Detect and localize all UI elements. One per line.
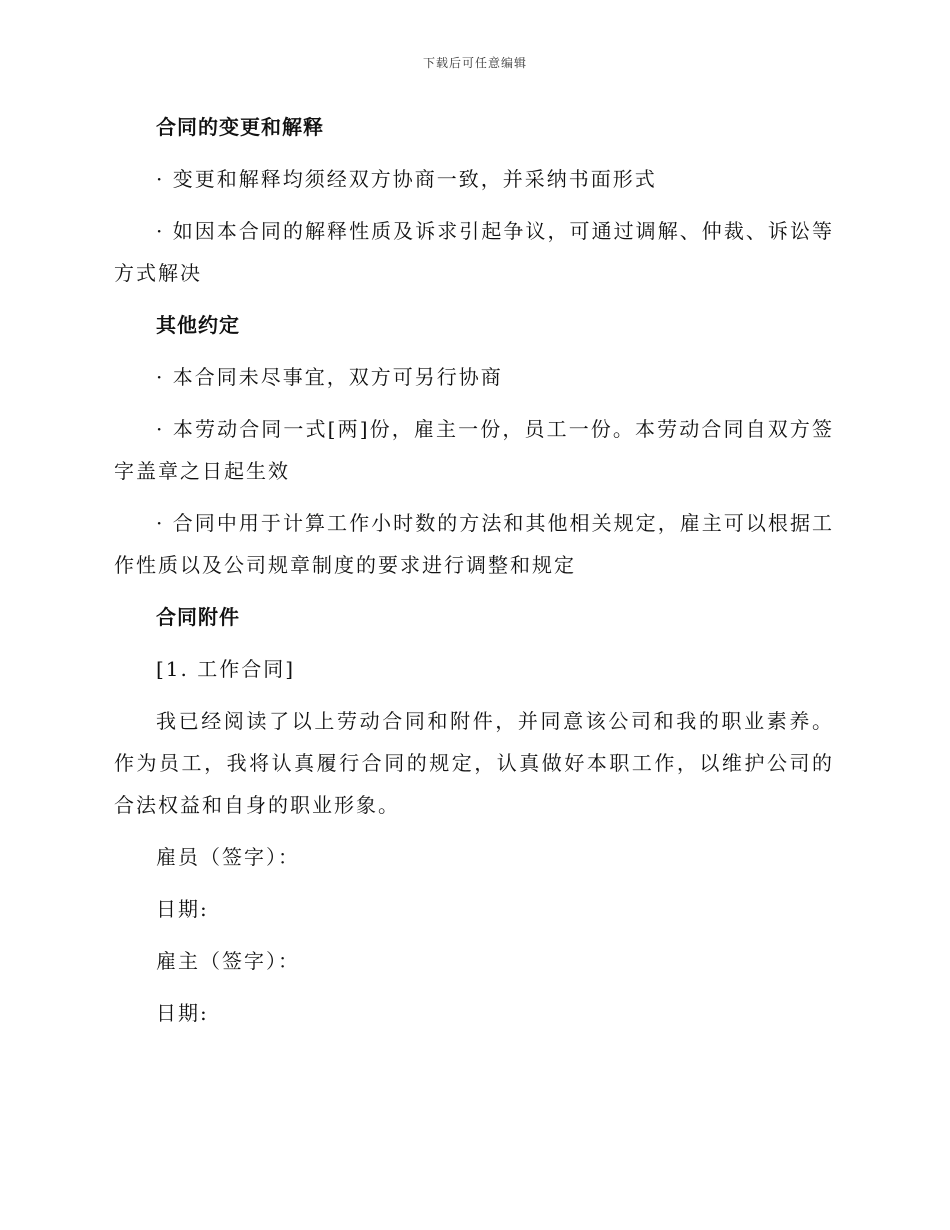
document-body (114, 106, 834, 1044)
section-heading-annex: 合同附件 (156, 605, 240, 629)
employee-signature-label: 雇员（签字）： (156, 845, 300, 869)
employee-statement: 我已经阅读了以上劳动合同和附件，并同意该公司和我的职业素养。作为员工，我将认真履行合同的规定，认真做好本职工作，以维护公司的合法权益和自身的职业形象。 (114, 709, 834, 817)
employer-signature-label: 雇主（签字）： (156, 949, 300, 973)
other-item-2: · 本劳动合同一式[两]份，雇主一份，员工一份。本劳动合同自双方签字盖章之日起生效 (114, 417, 834, 483)
change-item-2: · 如因本合同的解释性质及诉求引起争议，可通过调解、仲裁、诉讼等方式解决 (114, 219, 834, 285)
other-item-1: · 本合同未尽事宜，双方可另行协商 (156, 365, 503, 389)
other-item-3: · 合同中用于计算工作小时数的方法和其他相关规定，雇主可以根据工作性质以及公司规章制度的要求进行调整和规定 (114, 511, 834, 577)
employee-date-label: 日期: (156, 897, 209, 921)
section-heading-other: 其他约定 (156, 313, 240, 337)
annex-item: [1. 工作合同] (156, 657, 296, 681)
change-item-1: · 变更和解释均须经双方协商一致，并采纳书面形式 (156, 167, 657, 191)
section-heading-change: 合同的变更和解释 (156, 115, 324, 139)
page-header-note: 下载后可任意编辑 (422, 56, 527, 70)
employer-date-label: 日期: (156, 1001, 209, 1025)
